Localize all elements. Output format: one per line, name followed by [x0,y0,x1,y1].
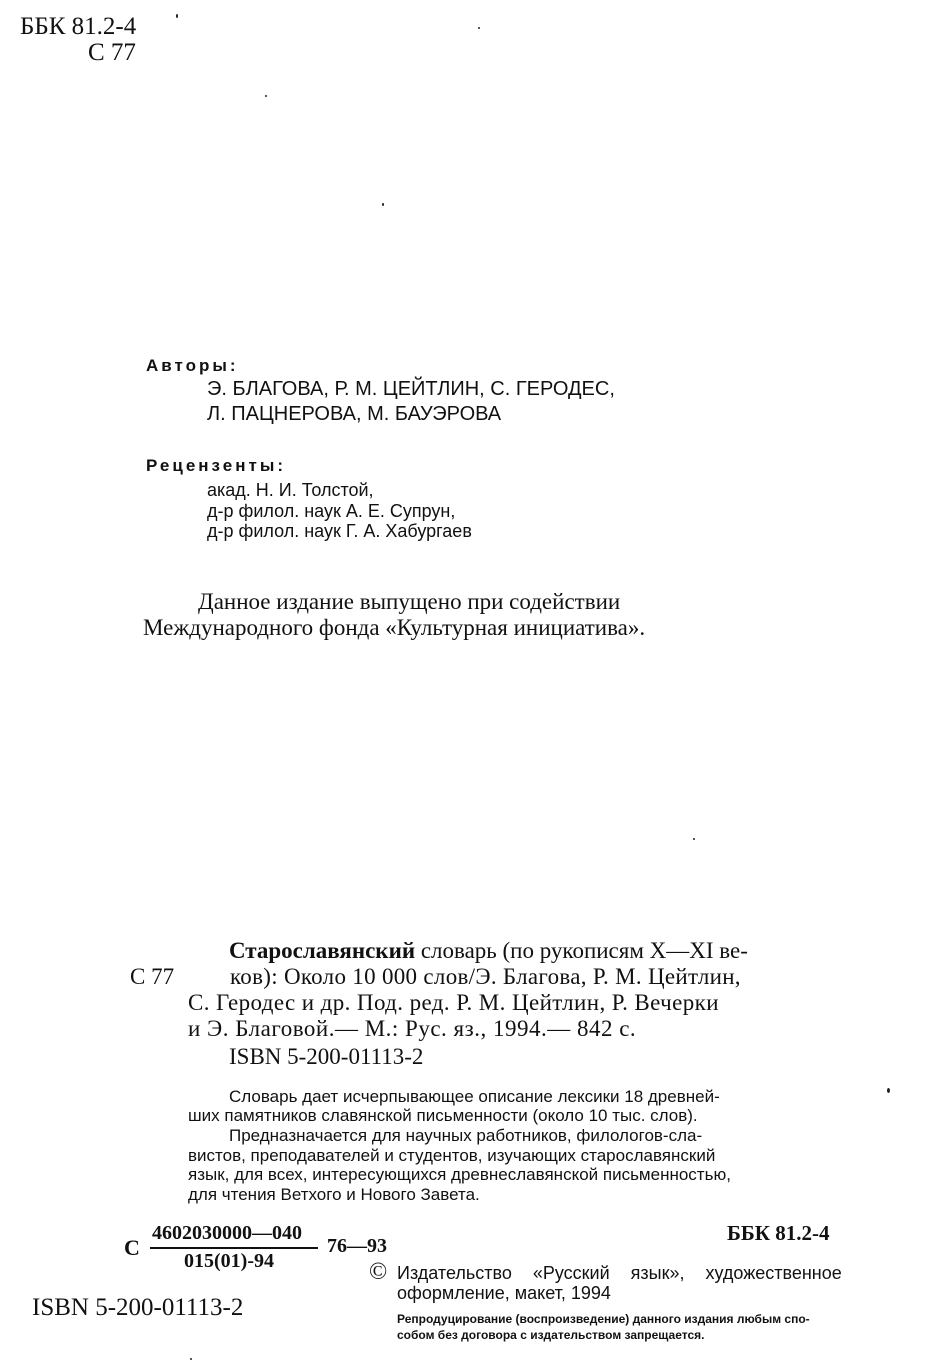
annotation-line-2: ших памятников славянской письменности (около 10 тыс. слов). [188,1106,698,1125]
catalog-cutter: С 77 [130,964,175,989]
annotation-line-1: Словарь дает исчерпывающее описание лексики 18 древней- [229,1087,720,1106]
reviewers-line-3: д-р филол. наук Г. А. Хабургаев [207,521,472,541]
catalog-line-2: ков): Около 10 000 слов/Э. Благова, Р. М. Цейтлин, [230,964,741,989]
catalog-isbn: ISBN 5-200-01113-2 [229,1044,424,1069]
copyright-symbol: © [369,1259,388,1285]
catalog-line-3: С. Геродес и др. Под. ред. Р. М. Цейтлин, Р. Вечерки [188,990,719,1015]
code-denominator: 015(01)-94 [184,1250,274,1272]
scan-speck [887,1088,890,1093]
scan-speck [693,838,695,840]
code-fraction-bar [150,1247,318,1249]
reviewers-line-2: д-р филол. наук А. Е. Супрун, [207,501,456,521]
annotation-line-4: вистов, преподавателей и студентов, изучающих старославянский [188,1146,716,1165]
support-line-1: Данное издание выпущено при содействии [198,589,621,614]
code-suffix: 76—93 [327,1235,387,1257]
scan-speck [478,27,480,29]
annotation-line-5: язык, для всех, интересующихся древнеславянской письменностью, [188,1165,731,1184]
annotation-line-6: для чтения Ветхого и Нового Завета. [188,1185,480,1204]
annotation-line-3: Предназначается для научных работников, филологов-сла- [229,1126,703,1145]
support-line-2: Международного фонда «Культурная инициатива». [143,615,646,640]
reproduction-notice-line-1: Репродуцирование (воспроизведение) данного издания любым спо- [397,1312,810,1326]
code-letter: С [124,1235,140,1260]
scan-speck [265,95,267,97]
scan-speck [190,1358,192,1360]
scan-speck [382,203,384,206]
code-numerator: 4602030000—040 [152,1222,302,1244]
reviewers-label: Рецензенты: [146,456,286,475]
catalog-line-1-rest: словарь (по рукописям X—XI ве- [415,938,748,963]
authors-line-2: Л. ПАЦНЕРОВА, М. БАУЭРОВА [207,403,502,425]
copyright-line-2: оформление, макет, 1994 [397,1283,611,1303]
scan-speck [176,14,178,18]
authors-line-1: Э. БЛАГОВА, Р. М. ЦЕЙТЛИН, С. ГЕРОДЕС, [207,378,615,400]
catalog-line-1 [229,938,748,964]
isbn-bottom: ISBN 5-200-01113-2 [32,1294,244,1321]
reviewers-line-1: акад. Н. И. Толстой, [207,480,374,500]
catalog-title: Старославянский [229,938,416,963]
bbk-code-top: ББК 81.2-4 [20,13,137,40]
cutter-code-top: С 77 [88,39,136,66]
catalog-line-4: и Э. Благовой.— М.: Рус. яз., 1994.— 842 с. [188,1016,637,1041]
reproduction-notice-line-2: собом без договора с издательством запрещается. [397,1328,705,1342]
bbk-code-bottom: ББК 81.2-4 [727,1221,830,1245]
copyright-line-1: Издательство «Русский язык», художественное [397,1263,842,1283]
authors-label: Авторы: [146,356,239,375]
